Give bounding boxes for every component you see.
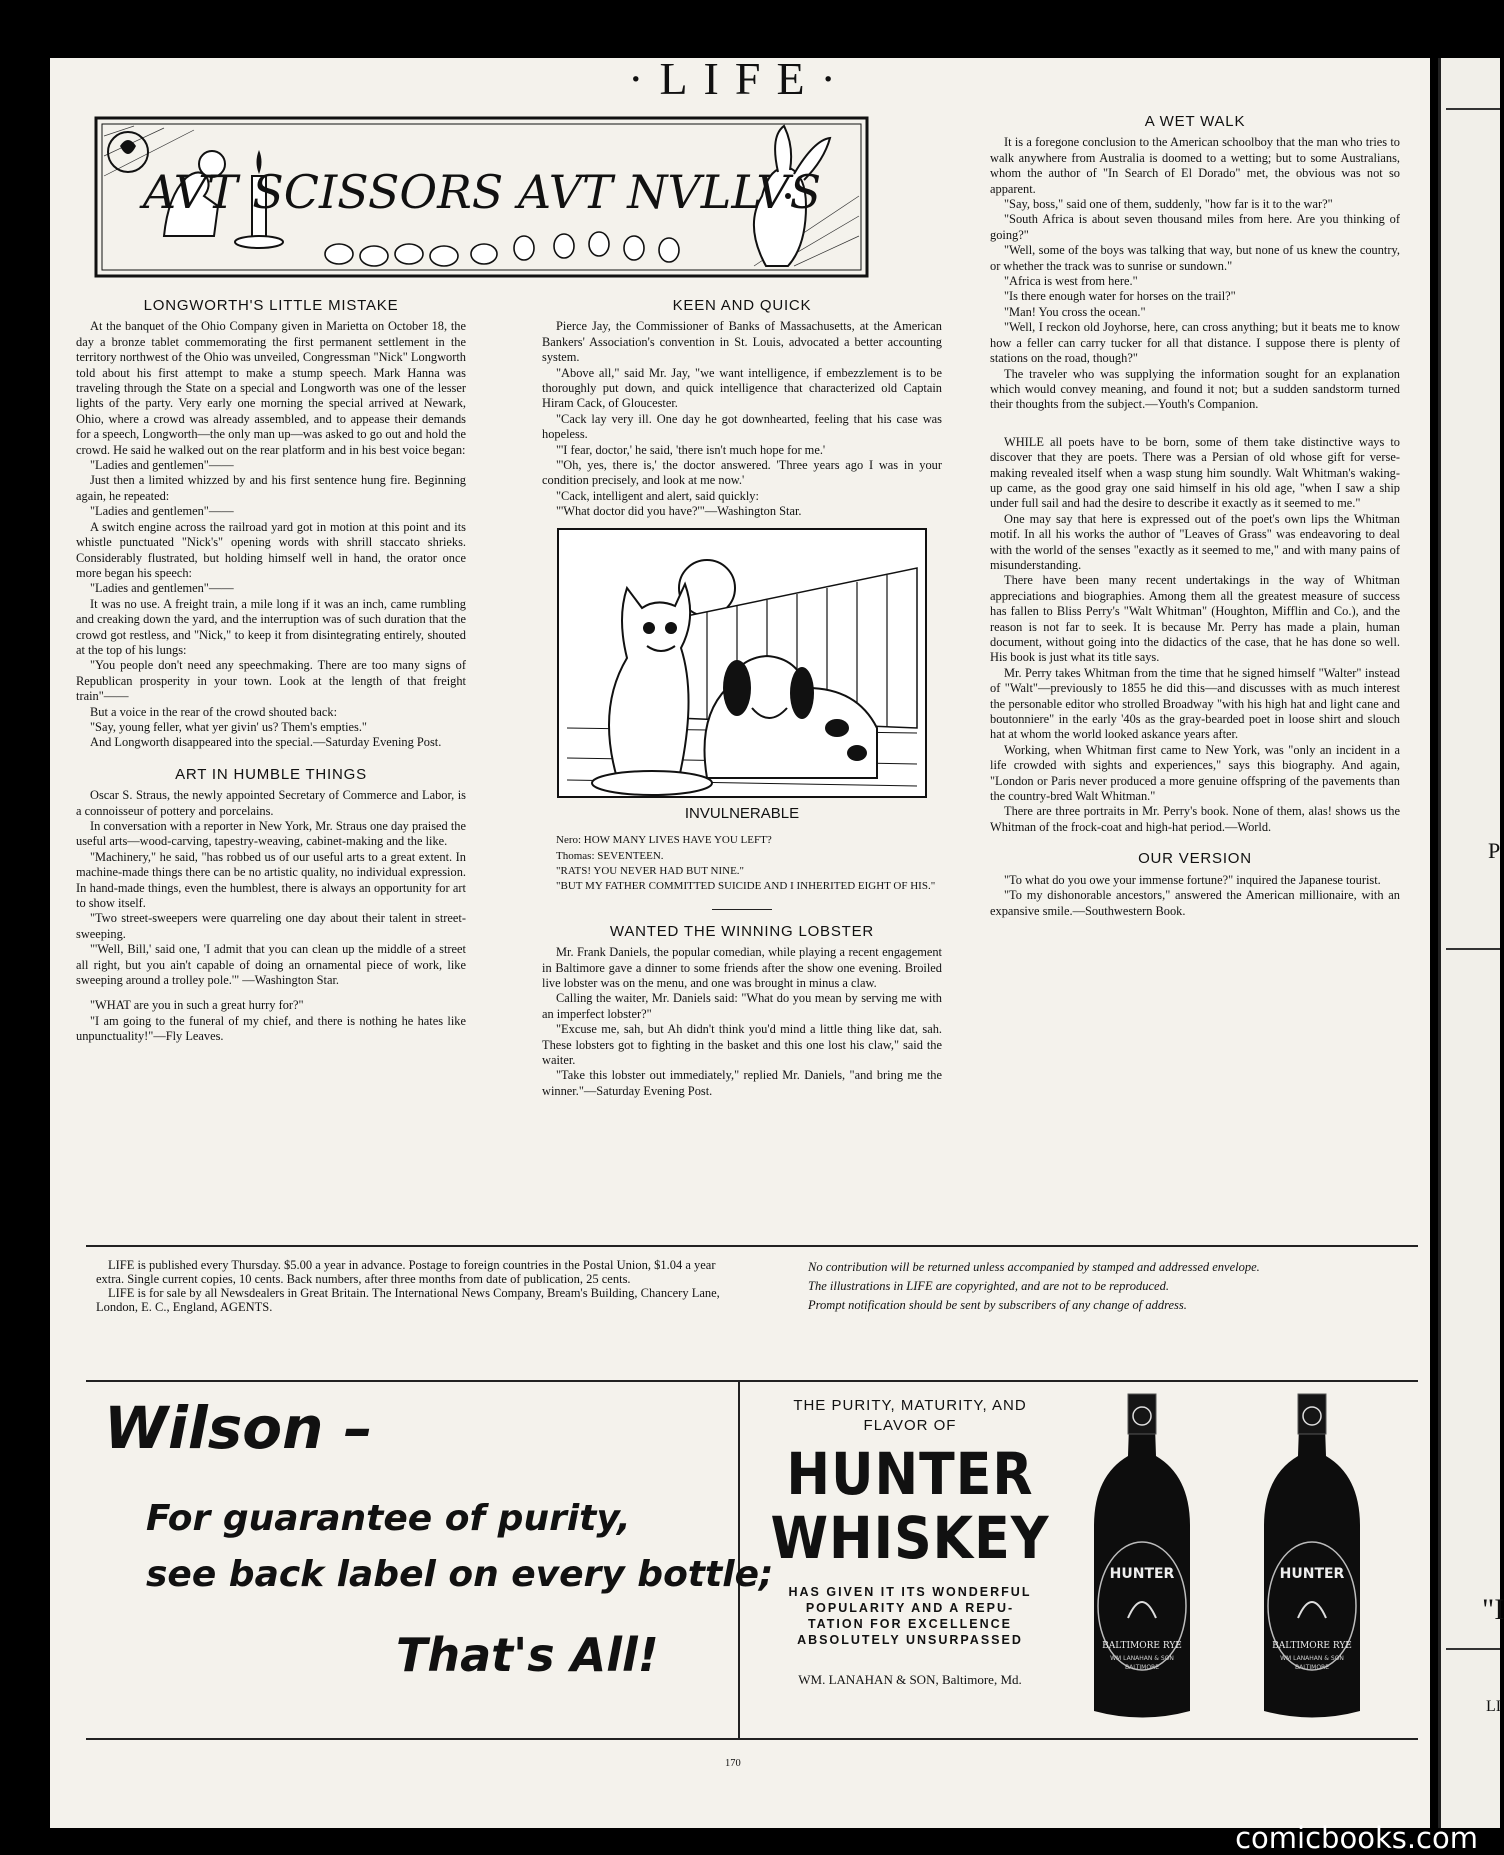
paragraph: There are three portraits in Mr. Perry's book. None of them, alas! shows us the Whitman of the frock-coat and high-hat period.—World. <box>990 804 1400 834</box>
cartoon-cat-and-dog <box>557 528 927 798</box>
paragraph: "Excuse me, sah, but Ah didn't think you'd mind a little thing like dat, sah. These lobsters got to fighting in the basket and this one lost his claw," said the waiter. <box>542 1022 942 1067</box>
paragraph: "Take this lobster out immediately," replied Mr. Daniels, "and bring me the winner."—Saturday Evening Post. <box>542 1068 942 1098</box>
headline-wet-walk: A WET WALK <box>1144 113 1246 130</box>
paragraph: But a voice in the rear of the crowd shouted back: <box>90 704 338 719</box>
bottle-label-sub: BALTIMORE RYE <box>1102 1641 1182 1651</box>
bottle-label-brand: HUNTER <box>1109 1566 1175 1582</box>
paragraph: Just then a limited whizzed by and his first sentence hung fire. Beginning again, he repeated: <box>76 473 466 503</box>
paragraph: "Well, some of the boys was talking that way, but none of us knew the country, or whether the track was to sunrise or sundown." <box>990 243 1400 273</box>
notice-line: Prompt notification should be sent by subscribers of any change of address. <box>808 1298 1187 1312</box>
paragraph: "Say, young feller, what yer givin' us? Them's empties." <box>90 719 367 734</box>
paragraph: "Say, boss," said one of them, suddenly, "how far is it to the war?" <box>1004 197 1333 212</box>
divider-rule <box>86 1245 1418 1247</box>
hunter-claim-line: HAS GIVEN IT ITS WONDERFUL <box>788 1585 1032 1599</box>
paragraph: It was no use. A freight train, a mile long if it was an inch, came rumbling and creaking down the yard, and the interruption was of such duration that the crowd got restless, and "Nick," to keep it from disintegrating entirely, shouted at the top of his lungs: <box>76 596 466 657</box>
hunter-claim-line: TATION FOR EXCELLENCE <box>807 1617 1013 1631</box>
paragraph: "Well, I reckon old Joyhorse, here, can cross anything; but it beats me to know how a feller can carry tucker for all that distance. I suppose there is plenty of stations on the road, though?" <box>990 320 1400 366</box>
paragraph: WHILE all poets have to be born, some of them take distinctive ways to discover that they are poets. There was a Persian of old whose gift for verse-making revealed itself when a wasp stung him soundly. Walt Whitman's waking-up came, as the good gray one said himself in his old age, "when I saw a ship under full sail and had the desire to describe it exactly as it seemed to me." <box>990 434 1400 511</box>
watermark: comicbooks.com <box>1235 1821 1478 1855</box>
column-3 <box>990 114 1400 919</box>
paragraph: "Is there enough water for horses on the trail?" <box>1004 289 1236 304</box>
hunter-claims <box>740 1584 1080 1648</box>
publication-text: LIFE is published every Thursday. $5.00 a year in advance. Postage to foreign countries in the Postal Union, $1.04 a year extra. Single current copies, 10 cents. Back numbers, after three months from date of publication, 25 cents. <box>96 1258 716 1286</box>
wilson-line: For guarantee of purity, <box>146 1498 631 1539</box>
paragraph: "'I fear, doctor,' he said, 'there isn't much hope for me.' <box>556 442 826 457</box>
hunter-maker: WM. LANAHAN & SON, Baltimore, Md. <box>798 1672 1022 1687</box>
divider <box>712 909 772 910</box>
bottle-label-city: BALTIMORE <box>1124 1664 1160 1671</box>
paragraph: "Ladies and gentlemen"—— <box>90 581 234 596</box>
paragraph: "Machinery," he said, "has robbed us of our useful arts to a great extent. In machine-made things there can be no artistic quality, no individual expression. In hand-made things, even the humblest, there is always an opportunity for art to show itself. <box>76 849 466 911</box>
whiskey-bottle <box>1264 1394 1360 1718</box>
divider-rule <box>86 1738 1418 1740</box>
hunter-brand-line: HUNTER <box>786 1440 1034 1508</box>
notice-line: The illustrations in LIFE are copyrighted, and are not to be reproduced. <box>808 1279 1169 1293</box>
dialogue-line: Thomas: SEVENTEEN. <box>556 849 664 862</box>
paragraph: The traveler who was supplying the information sought for an explanation which would convey meaning, and found it not; but a sudden sandstorm turned their thoughts from the subject.—Youth's Companion. <box>990 366 1400 412</box>
paragraph: Oscar S. Straus, the newly appointed Secretary of Commerce and Labor, is a connoisseur of pottery and porcelains. <box>76 788 466 818</box>
paragraph: Mr. Frank Daniels, the popular comedian, while playing a recent engagement in Baltimore gave a dinner to some friends after the show one evening. Broiled live lobster was on the menu, and one was brought in minus a claw. <box>542 945 942 990</box>
publication-info <box>96 1258 736 1314</box>
paragraph: "Above all," said Mr. Jay, "we want intelligence, if embezzlement is to be thoroughly put down, and quick intelligence that characterized old Captain Hiram Cack, of Gloucester. <box>542 365 942 411</box>
paragraph: "Cack lay very ill. One day he got downhearted, feeling that his case was hopeless. <box>542 411 942 442</box>
paragraph: "South Africa is about seven thousand miles from here. Are you thinking of going?" <box>990 212 1400 242</box>
bottle-label-brand: HUNTER <box>1279 1566 1345 1582</box>
notices <box>808 1258 1418 1315</box>
paragraph: "'Well, Bill,' said one, 'I admit that you can clean up the middle of a street all right, but you ain't capable of doing an ornamental piece of work, like sweeping around a trolley pole.'" —Washington Star. <box>76 942 466 988</box>
paragraph: "Africa is west from here." <box>1004 274 1138 289</box>
paragraph: "I am going to the funeral of my chief, and there is nothing he hates like unpunctuality!"—Fly Leaves. <box>76 1013 466 1044</box>
paragraph: One may say that here is expressed out of the poet's own lips the Whitman motif. In all his works the author of "Leaves of Grass" was endeavoring to deal with the world of the senses "exactly as it seemed to me," and with many pains of misunderstanding. <box>990 511 1400 572</box>
column-2 <box>542 298 942 1099</box>
paragraph: "To my dishonorable ancestors," answered the American millionaire, with an expansive smile.—Southwestern Book. <box>990 888 1400 918</box>
headline-keen: KEEN AND QUICK <box>672 297 812 314</box>
hunter-claim-line: POPULARITY AND A REPU- <box>805 1601 1015 1615</box>
magazine-page <box>50 53 1430 1828</box>
paragraph: "You people don't need any speechmaking. There are too many signs of Republican prosperity in your town. Look at the length of that freight train"—— <box>76 658 466 704</box>
wilson-tagline: That's All! <box>396 1628 659 1682</box>
headline-our-version: OUR VERSION <box>1138 850 1252 868</box>
hunter-intro-line: FLAVOR OF <box>863 1417 957 1434</box>
bottle-label-maker: WM LANAHAN & SON <box>1280 1655 1344 1662</box>
headline-lobster: WANTED THE WINNING LOBSTER <box>609 922 875 940</box>
divider-rule <box>86 1380 1418 1382</box>
masthead: ·LIFE· <box>628 53 852 104</box>
adjacent-page <box>1438 58 1504 1828</box>
cartoon-caption: INVULNERABLE <box>684 804 800 822</box>
paragraph: "Ladies and gentlemen"—— <box>90 504 234 519</box>
bottle-label-sub: BALTIMORE RYE <box>1272 1641 1352 1651</box>
paragraph: "Man! You cross the ocean." <box>1004 304 1146 319</box>
paragraph: "Ladies and gentlemen"—— <box>90 458 234 473</box>
hunter-claim-line: ABSOLUTELY UNSURPASSED <box>797 1633 1023 1647</box>
paragraph: At the banquet of the Ohio Company given in Marietta on October 18, the day a bronze tablet commemorating the first permanent settlement in the territory northwest of the Ohio was unveiled, Congressman "Nick" Longworth told about his first attempt to make a stump speech. Mark Hanna was traveling through the State on a special and Longworth was one of the lesser lights of the party. Very early one morning the special arrived at Newark, Ohio, where a crowd was already assembled, and to appease their demands for a speech, Longworth—the only man up—was asked to go out and hold the crowd. He said he walked out on the rear platform and in his best voice began: <box>76 319 466 457</box>
hunter-whiskey-ad <box>740 1386 1418 1731</box>
dialogue-line: "RATS! YOU NEVER HAD BUT NINE." <box>556 864 745 877</box>
wilson-ad <box>86 1386 774 1731</box>
paragraph: It is a foregone conclusion to the American schoolboy that the man who tries to walk anywhere from Australia is doomed to a wetting; but to some Australians, whom the author of "In Search of El Dorado" met, the obvious was not so apparent. <box>990 135 1400 196</box>
column-1 <box>76 298 466 1045</box>
adjacent-page-text: LI <box>1486 1698 1502 1715</box>
banner-illustration <box>94 116 869 278</box>
whiskey-bottles <box>1080 1386 1410 1731</box>
paragraph: There have been many recent undertakings in the way of Whitman appreciations and biographies. Among them all the greatest measure of success has fallen to Bliss Perry's "Walt Whitman" (Houghton, Mifflin and Co.), and the reason is not far to seek. It is because Mr. Perry has made a plain, human document, without going into the didactics of the case, that he has done so well. His book is just what its title says. <box>990 573 1400 665</box>
paragraph: Mr. Perry takes Whitman from the time that he signed himself "Walter" instead of "Walt"—previously to 1855 he did this—and discusses with as much interest the personable editor who strolled Broadway "with his high hat and light cane and boutonniere" in the early '40s as the gray-bearded poet in loose shirt and slouch hat at whom the world looked askance years after. <box>990 665 1400 742</box>
bottle-label-maker: WM LANAHAN & SON <box>1110 1655 1174 1662</box>
paragraph: Calling the waiter, Mr. Daniels said: "What do you mean by serving me with an imperfect lobster?" <box>542 991 942 1021</box>
publication-text: LIFE is for sale by all Newsdealers in Great Britain. The International News Company, Bream's Building, Chancery Lane, London, E. C., England, AGENTS. <box>96 1286 720 1314</box>
adjacent-page-text: "I <box>1482 1593 1504 1626</box>
wilson-line: see back label on every bottle; <box>146 1554 774 1595</box>
headline-art: ART IN HUMBLE THINGS <box>175 765 367 783</box>
paragraph: A switch engine across the railroad yard got in motion at this point and its whistle punctuated "Nick's" opening words with shrill staccato shrieks. Considerably flustrated, but holding himself well in hand, the orator once more began his speech: <box>76 519 466 580</box>
paragraph: "WHAT are you in such a great hurry for?" <box>90 998 304 1013</box>
paragraph: "'What doctor did you have?'"—Washington Star. <box>556 504 802 519</box>
notice-line: No contribution will be returned unless accompanied by stamped and addressed envelope. <box>808 1260 1260 1274</box>
bottle-label-city: BALTIMORE <box>1294 1664 1330 1671</box>
page-number: 170 <box>725 1758 741 1769</box>
paragraph: And Longworth disappeared into the special.—Saturday Evening Post. <box>90 735 442 750</box>
dialogue-line: "BUT MY FATHER COMMITTED SUICIDE AND I INHERITED EIGHT OF HIS." <box>556 880 936 893</box>
hunter-intro <box>740 1396 1080 1436</box>
paragraph: "Two street-sweepers were quarreling one day about their talent in street-sweeping. <box>76 911 466 941</box>
banner-title: AVT SCISSORS AVT NVLLVS <box>142 165 822 219</box>
wilson-brand: Wilson – <box>104 1394 373 1462</box>
paragraph: "To what do you owe your immense fortune?" inquired the Japanese tourist. <box>1004 872 1381 887</box>
hunter-brand-line: WHISKEY <box>770 1504 1050 1572</box>
headline-longworth: LONGWORTH'S LITTLE MISTAKE <box>143 297 399 314</box>
paragraph: "Cack, intelligent and alert, said quickly: <box>556 488 759 503</box>
paragraph: Pierce Jay, the Commissioner of Banks of Massachusetts, at the American Bankers' Association's convention in St. Louis, advocated a better accounting system. <box>542 319 942 365</box>
whiskey-bottle <box>1094 1394 1190 1718</box>
dialogue-line: Nero: HOW MANY LIVES HAVE YOU LEFT? <box>556 834 772 847</box>
paragraph: In conversation with a reporter in New York, Mr. Straus one day praised the useful arts—wood-carving, tapestry-weaving, cabinet-making and the like. <box>76 819 466 849</box>
paragraph: Working, when Whitman first came to New York, was "only an incident in a life crowded with sights and experiences," says this biography. And again, "London or Paris never produced a more genuine offspring of the pavements than the country-bred Walt Whitman." <box>990 742 1400 804</box>
hunter-brand <box>740 1442 1080 1570</box>
paragraph: "'Oh, yes, there is,' the doctor answered. 'Three years ago I was in your condition precisely, and look at me now.' <box>542 458 942 488</box>
hunter-intro-line: THE PURITY, MATURITY, AND <box>793 1397 1027 1414</box>
adjacent-page-text: P <box>1488 838 1501 863</box>
